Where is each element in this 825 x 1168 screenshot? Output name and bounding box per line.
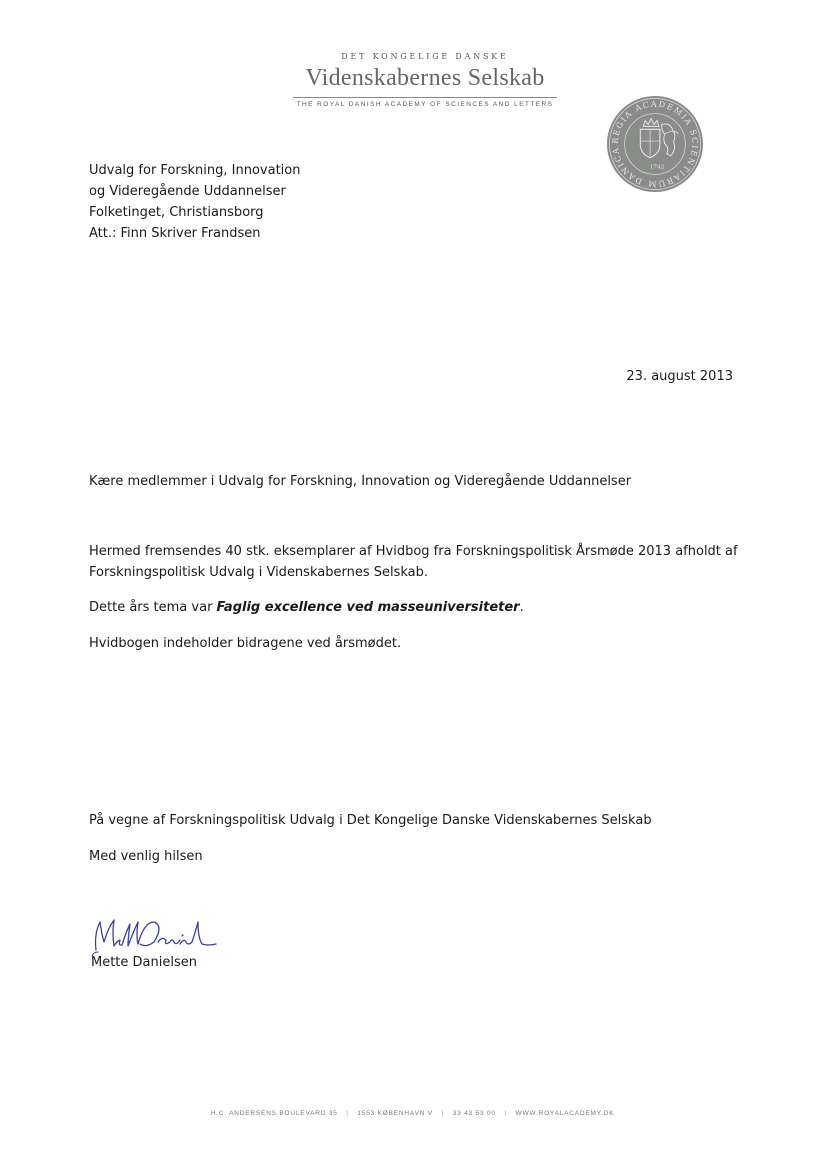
footer-web: WWW.ROYALACADEMY.DK <box>515 1110 615 1117</box>
theme-suffix: . <box>519 600 524 615</box>
recipient-line: og Videregående Uddannelser <box>89 184 286 199</box>
body-paragraph-1: Hermed fremsendes 40 stk. eksemplarer af Hvidbog fra Forskningspolitisk Årsmøde 2013 afholdt af Forskningspolitisk Udvalg i Videnskabernes Selskab. <box>89 544 738 580</box>
recipient-address <box>89 160 449 244</box>
recipient-line: Folketinget, Christiansborg <box>89 205 264 220</box>
seal-text: REGIA ACADEMIA SCIENTIARUM DANICA <box>610 99 700 189</box>
footer-phone: 33 43 53 00 <box>452 1110 496 1117</box>
regards-line: Med venlig hilsen <box>89 849 203 864</box>
theme-title: Faglig excellence ved masseuniversiteter <box>216 600 520 615</box>
body-paragraph-3: Hvidbogen indeholder bidragene ved årsmødet. <box>89 636 402 651</box>
letterhead-rule <box>293 97 557 98</box>
letterhead-top-line: DET KONGELIGE DANSKE <box>341 52 509 61</box>
academy-seal-icon <box>606 95 704 193</box>
letterhead-name: Videnskabernes Selskab <box>305 65 545 91</box>
footer-separator: | <box>346 1110 349 1117</box>
salutation: Kære medlemmer i Udvalg for Forskning, Innovation og Videregående Uddannelser <box>89 474 632 489</box>
theme-prefix: Dette års tema var <box>89 600 217 615</box>
letter-date: 23. august 2013 <box>626 369 733 384</box>
letterhead-subtitle: THE ROYAL DANISH ACADEMY OF SCIENCES AND LETTERS <box>296 101 554 108</box>
letterhead <box>230 52 620 108</box>
recipient-line: Udvalg for Forskning, Innovation <box>89 163 301 178</box>
signer-name: Mette Danielsen <box>91 955 197 970</box>
seal-year: 1742 <box>649 164 665 171</box>
recipient-line: Att.: Finn Skriver Frandsen <box>89 226 261 241</box>
body-paragraph-2 <box>89 597 739 618</box>
footer-postal: 1553 KØBENHAVN V <box>357 1110 433 1117</box>
footer-separator: | <box>441 1110 445 1117</box>
letter-footer <box>0 1110 825 1117</box>
on-behalf-line: På vegne af Forskningspolitisk Udvalg i Det Kongelige Danske Videnskabernes Selskab <box>89 813 652 828</box>
footer-separator: | <box>504 1110 507 1117</box>
footer-address: H.C. ANDERSENS BOULEVARD 35 <box>210 1110 338 1117</box>
